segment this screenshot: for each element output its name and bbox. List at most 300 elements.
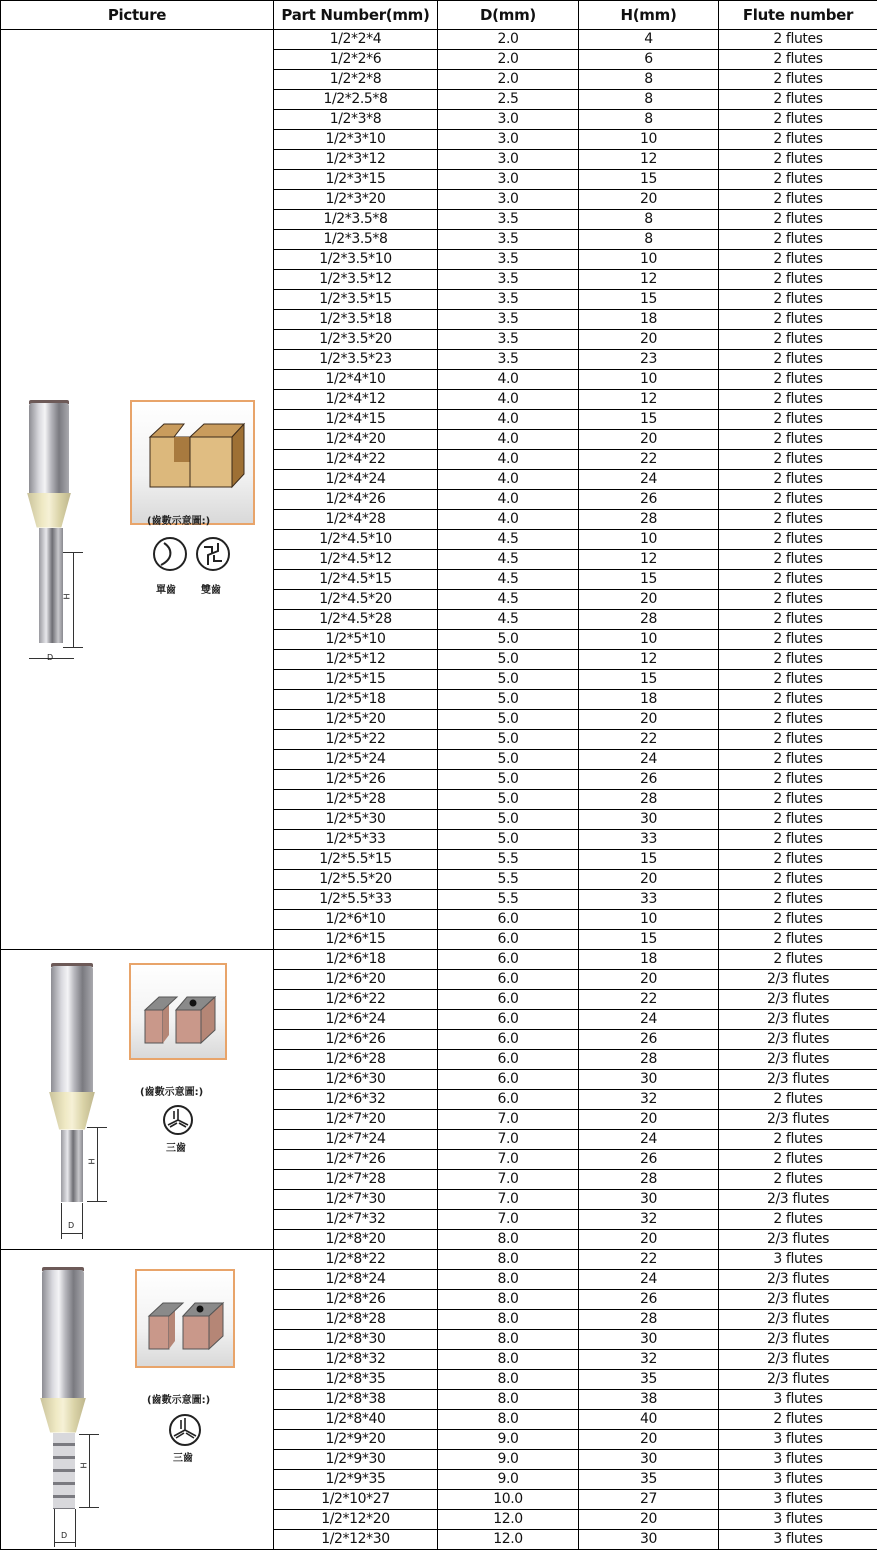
- flute-number-cell: 2/3 flutes: [719, 1350, 877, 1370]
- flute-number-cell: 2 flutes: [719, 110, 877, 130]
- height-cell: 8: [579, 70, 719, 90]
- diameter-cell: 3.0: [438, 130, 579, 150]
- diameter-cell: 9.0: [438, 1470, 579, 1490]
- flute-number-cell: 2 flutes: [719, 950, 877, 970]
- part-number-cell: 1/2*7*20: [274, 1110, 438, 1130]
- diameter-cell: 3.5: [438, 250, 579, 270]
- height-cell: 33: [579, 890, 719, 910]
- flute-diagram-caption: (齒數示意圖:): [147, 512, 210, 527]
- height-cell: 20: [579, 1230, 719, 1250]
- diameter-cell: 6.0: [438, 950, 579, 970]
- flute-number-cell: 3 flutes: [719, 1430, 877, 1450]
- part-number-cell: 1/2*3.5*23: [274, 350, 438, 370]
- part-number-cell: 1/2*4*26: [274, 490, 438, 510]
- table-row: [1, 30, 877, 50]
- diameter-cell: 2.0: [438, 30, 579, 50]
- height-cell: 32: [579, 1090, 719, 1110]
- diameter-cell: 4.0: [438, 490, 579, 510]
- double-flute-diagram-icon: [196, 537, 230, 571]
- part-number-cell: 1/2*7*32: [274, 1210, 438, 1230]
- height-cell: 26: [579, 1150, 719, 1170]
- diameter-cell: 8.0: [438, 1250, 579, 1270]
- diameter-cell: 8.0: [438, 1410, 579, 1430]
- diameter-cell: 10.0: [438, 1490, 579, 1510]
- height-cell: 38: [579, 1390, 719, 1410]
- part-number-cell: 1/2*4.5*28: [274, 610, 438, 630]
- diameter-cell: 8.0: [438, 1230, 579, 1250]
- diameter-cell: 5.0: [438, 750, 579, 770]
- height-cell: 27: [579, 1490, 719, 1510]
- part-number-cell: 1/2*4*20: [274, 430, 438, 450]
- part-number-cell: 1/2*5*12: [274, 650, 438, 670]
- diameter-cell: 8.0: [438, 1290, 579, 1310]
- flute-number-cell: 2 flutes: [719, 1210, 877, 1230]
- part-number-cell: 1/2*3.5*20: [274, 330, 438, 350]
- diameter-cell: 4.0: [438, 470, 579, 490]
- part-number-cell: 1/2*3.5*8: [274, 210, 438, 230]
- diameter-cell: 4.5: [438, 610, 579, 630]
- part-number-cell: 1/2*7*26: [274, 1150, 438, 1170]
- header-picture: Picture: [1, 1, 274, 30]
- flute-number-cell: 3 flutes: [719, 1250, 877, 1270]
- flute-diagram-caption: (齒數示意圖:): [140, 1083, 203, 1098]
- diameter-cell: 2.0: [438, 70, 579, 90]
- flute-number-cell: 2 flutes: [719, 290, 877, 310]
- flute-number-cell: 2 flutes: [719, 1150, 877, 1170]
- height-cell: 30: [579, 1190, 719, 1210]
- diameter-cell: 3.5: [438, 230, 579, 250]
- picture-group-2-flute: [1, 31, 273, 949]
- diameter-cell: 3.5: [438, 270, 579, 290]
- part-number-cell: 1/2*8*30: [274, 1330, 438, 1350]
- flute-number-cell: 2/3 flutes: [719, 1330, 877, 1350]
- flute-number-cell: 2 flutes: [719, 210, 877, 230]
- flute-number-cell: 2 flutes: [719, 930, 877, 950]
- flute-number-cell: 2/3 flutes: [719, 1010, 877, 1030]
- height-cell: 26: [579, 1290, 719, 1310]
- height-cell: 12: [579, 550, 719, 570]
- part-number-cell: 1/2*8*35: [274, 1370, 438, 1390]
- diameter-cell: 8.0: [438, 1370, 579, 1390]
- height-cell: 24: [579, 1130, 719, 1150]
- triple-flute-diagram-icon: [169, 1414, 201, 1446]
- height-cell: 18: [579, 950, 719, 970]
- part-number-cell: 1/2*8*26: [274, 1290, 438, 1310]
- part-number-cell: 1/2*4*15: [274, 410, 438, 430]
- diameter-cell: 5.0: [438, 690, 579, 710]
- flute-number-cell: 2 flutes: [719, 810, 877, 830]
- height-cell: 30: [579, 810, 719, 830]
- height-cell: 32: [579, 1350, 719, 1370]
- diameter-cell: 3.5: [438, 330, 579, 350]
- picture-group-3-flute-ribbed: [1, 1251, 273, 1549]
- diameter-cell: 5.5: [438, 890, 579, 910]
- triple-flute-label: 三齒: [166, 1139, 186, 1154]
- diameter-cell: 6.0: [438, 1030, 579, 1050]
- part-number-cell: 1/2*6*28: [274, 1050, 438, 1070]
- diameter-cell: 3.0: [438, 150, 579, 170]
- flute-number-cell: 2 flutes: [719, 630, 877, 650]
- flute-number-cell: 2 flutes: [719, 670, 877, 690]
- height-cell: 10: [579, 630, 719, 650]
- header-diameter: D(mm): [438, 1, 579, 30]
- table-row: [1, 1250, 877, 1270]
- part-number-cell: 1/2*3.5*10: [274, 250, 438, 270]
- diameter-cell: 5.0: [438, 810, 579, 830]
- part-number-cell: 1/2*5*18: [274, 690, 438, 710]
- picture-cell: [1, 1250, 274, 1550]
- flute-number-cell: 2/3 flutes: [719, 1230, 877, 1250]
- flute-number-cell: 2 flutes: [719, 250, 877, 270]
- part-number-cell: 1/2*5*26: [274, 770, 438, 790]
- flute-number-cell: 2 flutes: [719, 370, 877, 390]
- part-number-cell: 1/2*6*30: [274, 1070, 438, 1090]
- part-number-cell: 1/2*4*24: [274, 470, 438, 490]
- part-number-cell: 1/2*6*18: [274, 950, 438, 970]
- flute-number-cell: 3 flutes: [719, 1490, 877, 1510]
- diameter-cell: 7.0: [438, 1110, 579, 1130]
- part-number-cell: 1/2*8*28: [274, 1310, 438, 1330]
- diameter-cell: 4.0: [438, 390, 579, 410]
- header-part-number: Part Number(mm): [274, 1, 438, 30]
- diameter-cell: 9.0: [438, 1450, 579, 1470]
- height-cell: 28: [579, 1310, 719, 1330]
- flute-number-cell: 2 flutes: [719, 490, 877, 510]
- diameter-cell: 3.5: [438, 310, 579, 330]
- dimension-label-h: H: [63, 593, 72, 599]
- diameter-cell: 4.0: [438, 410, 579, 430]
- cut-profile-image: [129, 963, 227, 1060]
- part-number-cell: 1/2*4.5*10: [274, 530, 438, 550]
- part-number-cell: 1/2*8*38: [274, 1390, 438, 1410]
- part-number-cell: 1/2*5*24: [274, 750, 438, 770]
- height-cell: 32: [579, 1210, 719, 1230]
- part-number-cell: 1/2*6*20: [274, 970, 438, 990]
- diameter-cell: 7.0: [438, 1190, 579, 1210]
- flute-number-cell: 2 flutes: [719, 150, 877, 170]
- dimension-label-d: D: [61, 1531, 67, 1540]
- flute-number-cell: 2 flutes: [719, 70, 877, 90]
- height-cell: 20: [579, 1510, 719, 1530]
- single-flute-label: 單齒: [156, 581, 176, 596]
- flute-number-cell: 2 flutes: [719, 690, 877, 710]
- flute-number-cell: 2 flutes: [719, 830, 877, 850]
- height-cell: 30: [579, 1530, 719, 1550]
- height-cell: 15: [579, 570, 719, 590]
- diameter-cell: 6.0: [438, 1050, 579, 1070]
- part-number-cell: 1/2*2*8: [274, 70, 438, 90]
- flute-number-cell: 2 flutes: [719, 470, 877, 490]
- height-cell: 30: [579, 1070, 719, 1090]
- flute-number-cell: 2 flutes: [719, 510, 877, 530]
- part-number-cell: 1/2*3*15: [274, 170, 438, 190]
- diameter-cell: 5.0: [438, 830, 579, 850]
- header-height: H(mm): [579, 1, 719, 30]
- height-cell: 20: [579, 1430, 719, 1450]
- part-number-cell: 1/2*9*30: [274, 1450, 438, 1470]
- flute-number-cell: 2 flutes: [719, 770, 877, 790]
- height-cell: 15: [579, 170, 719, 190]
- picture-cell: [1, 950, 274, 1250]
- triple-flute-label: 三齒: [173, 1449, 193, 1464]
- height-cell: 35: [579, 1370, 719, 1390]
- height-cell: 22: [579, 1250, 719, 1270]
- flute-number-cell: 2 flutes: [719, 350, 877, 370]
- diameter-cell: 6.0: [438, 930, 579, 950]
- part-number-cell: 1/2*4*10: [274, 370, 438, 390]
- height-cell: 40: [579, 1410, 719, 1430]
- flute-number-cell: 2 flutes: [719, 610, 877, 630]
- diameter-cell: 8.0: [438, 1270, 579, 1290]
- height-cell: 22: [579, 450, 719, 470]
- header-flute-number: Flute number: [719, 1, 877, 30]
- dimension-label-d: D: [47, 653, 53, 662]
- picture-group-3-flute: [1, 951, 273, 1249]
- cut-profile-image: [135, 1269, 235, 1368]
- part-number-cell: 1/2*8*24: [274, 1270, 438, 1290]
- height-cell: 20: [579, 710, 719, 730]
- flute-number-cell: 2 flutes: [719, 870, 877, 890]
- diameter-cell: 6.0: [438, 1090, 579, 1110]
- flute-number-cell: 2 flutes: [719, 850, 877, 870]
- part-number-cell: 1/2*6*32: [274, 1090, 438, 1110]
- diameter-cell: 5.0: [438, 710, 579, 730]
- diameter-cell: 8.0: [438, 1350, 579, 1370]
- part-number-cell: 1/2*12*30: [274, 1530, 438, 1550]
- diameter-cell: 12.0: [438, 1510, 579, 1530]
- diameter-cell: 5.0: [438, 670, 579, 690]
- diameter-cell: 5.0: [438, 790, 579, 810]
- diameter-cell: 4.5: [438, 570, 579, 590]
- flute-number-cell: 2 flutes: [719, 170, 877, 190]
- height-cell: 10: [579, 250, 719, 270]
- part-number-cell: 1/2*4*28: [274, 510, 438, 530]
- diameter-cell: 4.5: [438, 590, 579, 610]
- height-cell: 8: [579, 110, 719, 130]
- part-number-cell: 1/2*7*24: [274, 1130, 438, 1150]
- height-cell: 24: [579, 1010, 719, 1030]
- diameter-cell: 4.0: [438, 450, 579, 470]
- height-cell: 18: [579, 310, 719, 330]
- flute-number-cell: 3 flutes: [719, 1390, 877, 1410]
- height-cell: 26: [579, 1030, 719, 1050]
- height-cell: 15: [579, 670, 719, 690]
- part-number-cell: 1/2*5*20: [274, 710, 438, 730]
- diameter-cell: 6.0: [438, 910, 579, 930]
- part-number-cell: 1/2*8*40: [274, 1410, 438, 1430]
- diameter-cell: 4.0: [438, 370, 579, 390]
- diameter-cell: 6.0: [438, 1010, 579, 1030]
- part-number-cell: 1/2*5.5*20: [274, 870, 438, 890]
- flute-number-cell: 2/3 flutes: [719, 1110, 877, 1130]
- part-number-cell: 1/2*4*22: [274, 450, 438, 470]
- flute-number-cell: 2 flutes: [719, 730, 877, 750]
- flute-number-cell: 2 flutes: [719, 890, 877, 910]
- part-number-cell: 1/2*9*20: [274, 1430, 438, 1450]
- part-number-cell: 1/2*3.5*12: [274, 270, 438, 290]
- height-cell: 6: [579, 50, 719, 70]
- flute-number-cell: 3 flutes: [719, 1470, 877, 1490]
- flute-number-cell: 2 flutes: [719, 1170, 877, 1190]
- flute-number-cell: 2/3 flutes: [719, 1290, 877, 1310]
- flute-number-cell: 2 flutes: [719, 650, 877, 670]
- flute-number-cell: 2 flutes: [719, 570, 877, 590]
- flute-number-cell: 2 flutes: [719, 230, 877, 250]
- diameter-cell: 6.0: [438, 1070, 579, 1090]
- part-number-cell: 1/2*5*10: [274, 630, 438, 650]
- flute-number-cell: 2 flutes: [719, 310, 877, 330]
- height-cell: 24: [579, 750, 719, 770]
- part-number-cell: 1/2*4.5*12: [274, 550, 438, 570]
- flute-number-cell: 2 flutes: [719, 550, 877, 570]
- diameter-cell: 4.5: [438, 530, 579, 550]
- height-cell: 18: [579, 690, 719, 710]
- height-cell: 12: [579, 650, 719, 670]
- diameter-cell: 3.5: [438, 210, 579, 230]
- part-number-cell: 1/2*3*12: [274, 150, 438, 170]
- height-cell: 10: [579, 130, 719, 150]
- height-cell: 12: [579, 150, 719, 170]
- part-number-cell: 1/2*3*8: [274, 110, 438, 130]
- height-cell: 28: [579, 610, 719, 630]
- height-cell: 20: [579, 190, 719, 210]
- flute-number-cell: 2 flutes: [719, 410, 877, 430]
- part-number-cell: 1/2*2.5*8: [274, 90, 438, 110]
- height-cell: 20: [579, 1110, 719, 1130]
- flute-number-cell: 2/3 flutes: [719, 1050, 877, 1070]
- flute-number-cell: 2/3 flutes: [719, 970, 877, 990]
- diameter-cell: 3.0: [438, 190, 579, 210]
- diameter-cell: 7.0: [438, 1150, 579, 1170]
- diameter-cell: 8.0: [438, 1390, 579, 1410]
- triple-flute-diagram-icon: [163, 1105, 193, 1135]
- diameter-cell: 4.5: [438, 550, 579, 570]
- diameter-cell: 3.0: [438, 170, 579, 190]
- part-number-cell: 1/2*5*15: [274, 670, 438, 690]
- diameter-cell: 2.5: [438, 90, 579, 110]
- diameter-cell: 5.0: [438, 730, 579, 750]
- diameter-cell: 8.0: [438, 1310, 579, 1330]
- height-cell: 35: [579, 1470, 719, 1490]
- part-number-cell: 1/2*12*20: [274, 1510, 438, 1530]
- flute-number-cell: 2 flutes: [719, 190, 877, 210]
- height-cell: 33: [579, 830, 719, 850]
- part-number-cell: 1/2*4*12: [274, 390, 438, 410]
- height-cell: 28: [579, 790, 719, 810]
- flute-number-cell: 2 flutes: [719, 530, 877, 550]
- flute-number-cell: 2/3 flutes: [719, 1070, 877, 1090]
- height-cell: 30: [579, 1330, 719, 1350]
- flute-number-cell: 2 flutes: [719, 90, 877, 110]
- flute-number-cell: 2 flutes: [719, 1130, 877, 1150]
- part-number-cell: 1/2*4.5*15: [274, 570, 438, 590]
- flute-number-cell: 2 flutes: [719, 790, 877, 810]
- height-cell: 20: [579, 430, 719, 450]
- router-bit-image: [1, 1251, 121, 1549]
- height-cell: 10: [579, 370, 719, 390]
- flute-number-cell: 2/3 flutes: [719, 1370, 877, 1390]
- diameter-cell: 5.0: [438, 650, 579, 670]
- dimension-label-h: H: [80, 1462, 89, 1468]
- diameter-cell: 3.5: [438, 350, 579, 370]
- part-number-cell: 1/2*5*30: [274, 810, 438, 830]
- height-cell: 15: [579, 850, 719, 870]
- diameter-cell: 3.0: [438, 110, 579, 130]
- picture-cell: [1, 30, 274, 950]
- part-number-cell: 1/2*5.5*15: [274, 850, 438, 870]
- height-cell: 23: [579, 350, 719, 370]
- flute-number-cell: 2 flutes: [719, 450, 877, 470]
- height-cell: 26: [579, 490, 719, 510]
- diameter-cell: 7.0: [438, 1210, 579, 1230]
- height-cell: 28: [579, 1170, 719, 1190]
- height-cell: 20: [579, 870, 719, 890]
- diameter-cell: 4.0: [438, 510, 579, 530]
- flute-number-cell: 2 flutes: [719, 390, 877, 410]
- height-cell: 22: [579, 990, 719, 1010]
- height-cell: 12: [579, 390, 719, 410]
- part-number-cell: 1/2*10*27: [274, 1490, 438, 1510]
- part-number-cell: 1/2*6*10: [274, 910, 438, 930]
- flute-number-cell: 2 flutes: [719, 910, 877, 930]
- part-number-cell: 1/2*3*20: [274, 190, 438, 210]
- part-number-cell: 1/2*2*6: [274, 50, 438, 70]
- height-cell: 15: [579, 930, 719, 950]
- flute-number-cell: 2 flutes: [719, 330, 877, 350]
- diameter-cell: 6.0: [438, 990, 579, 1010]
- table-row: [1, 950, 877, 970]
- height-cell: 10: [579, 530, 719, 550]
- diameter-cell: 8.0: [438, 1330, 579, 1350]
- part-number-cell: 1/2*6*22: [274, 990, 438, 1010]
- flute-number-cell: 2 flutes: [719, 270, 877, 290]
- part-number-cell: 1/2*8*32: [274, 1350, 438, 1370]
- part-number-cell: 1/2*5*22: [274, 730, 438, 750]
- height-cell: 15: [579, 290, 719, 310]
- diameter-cell: 2.0: [438, 50, 579, 70]
- flute-number-cell: 3 flutes: [719, 1530, 877, 1550]
- part-number-cell: 1/2*6*26: [274, 1030, 438, 1050]
- diameter-cell: 12.0: [438, 1530, 579, 1550]
- height-cell: 28: [579, 510, 719, 530]
- part-number-cell: 1/2*7*28: [274, 1170, 438, 1190]
- height-cell: 8: [579, 210, 719, 230]
- height-cell: 4: [579, 30, 719, 50]
- diameter-cell: 5.0: [438, 630, 579, 650]
- part-number-cell: 1/2*3.5*8: [274, 230, 438, 250]
- height-cell: 20: [579, 590, 719, 610]
- flute-number-cell: 2 flutes: [719, 130, 877, 150]
- part-number-cell: 1/2*5*28: [274, 790, 438, 810]
- height-cell: 20: [579, 330, 719, 350]
- flute-number-cell: 2/3 flutes: [719, 990, 877, 1010]
- part-number-cell: 1/2*3.5*18: [274, 310, 438, 330]
- flute-number-cell: 3 flutes: [719, 1450, 877, 1470]
- diameter-cell: 5.5: [438, 870, 579, 890]
- height-cell: 28: [579, 1050, 719, 1070]
- part-number-cell: 1/2*8*20: [274, 1230, 438, 1250]
- flute-number-cell: 2/3 flutes: [719, 1190, 877, 1210]
- part-number-cell: 1/2*5.5*33: [274, 890, 438, 910]
- flute-number-cell: 2 flutes: [719, 50, 877, 70]
- part-number-cell: 1/2*8*22: [274, 1250, 438, 1270]
- router-bit-image: [1, 951, 121, 1249]
- diameter-cell: 5.5: [438, 850, 579, 870]
- diameter-cell: 7.0: [438, 1130, 579, 1150]
- height-cell: 30: [579, 1450, 719, 1470]
- flute-number-cell: 2/3 flutes: [719, 1270, 877, 1290]
- diameter-cell: 7.0: [438, 1170, 579, 1190]
